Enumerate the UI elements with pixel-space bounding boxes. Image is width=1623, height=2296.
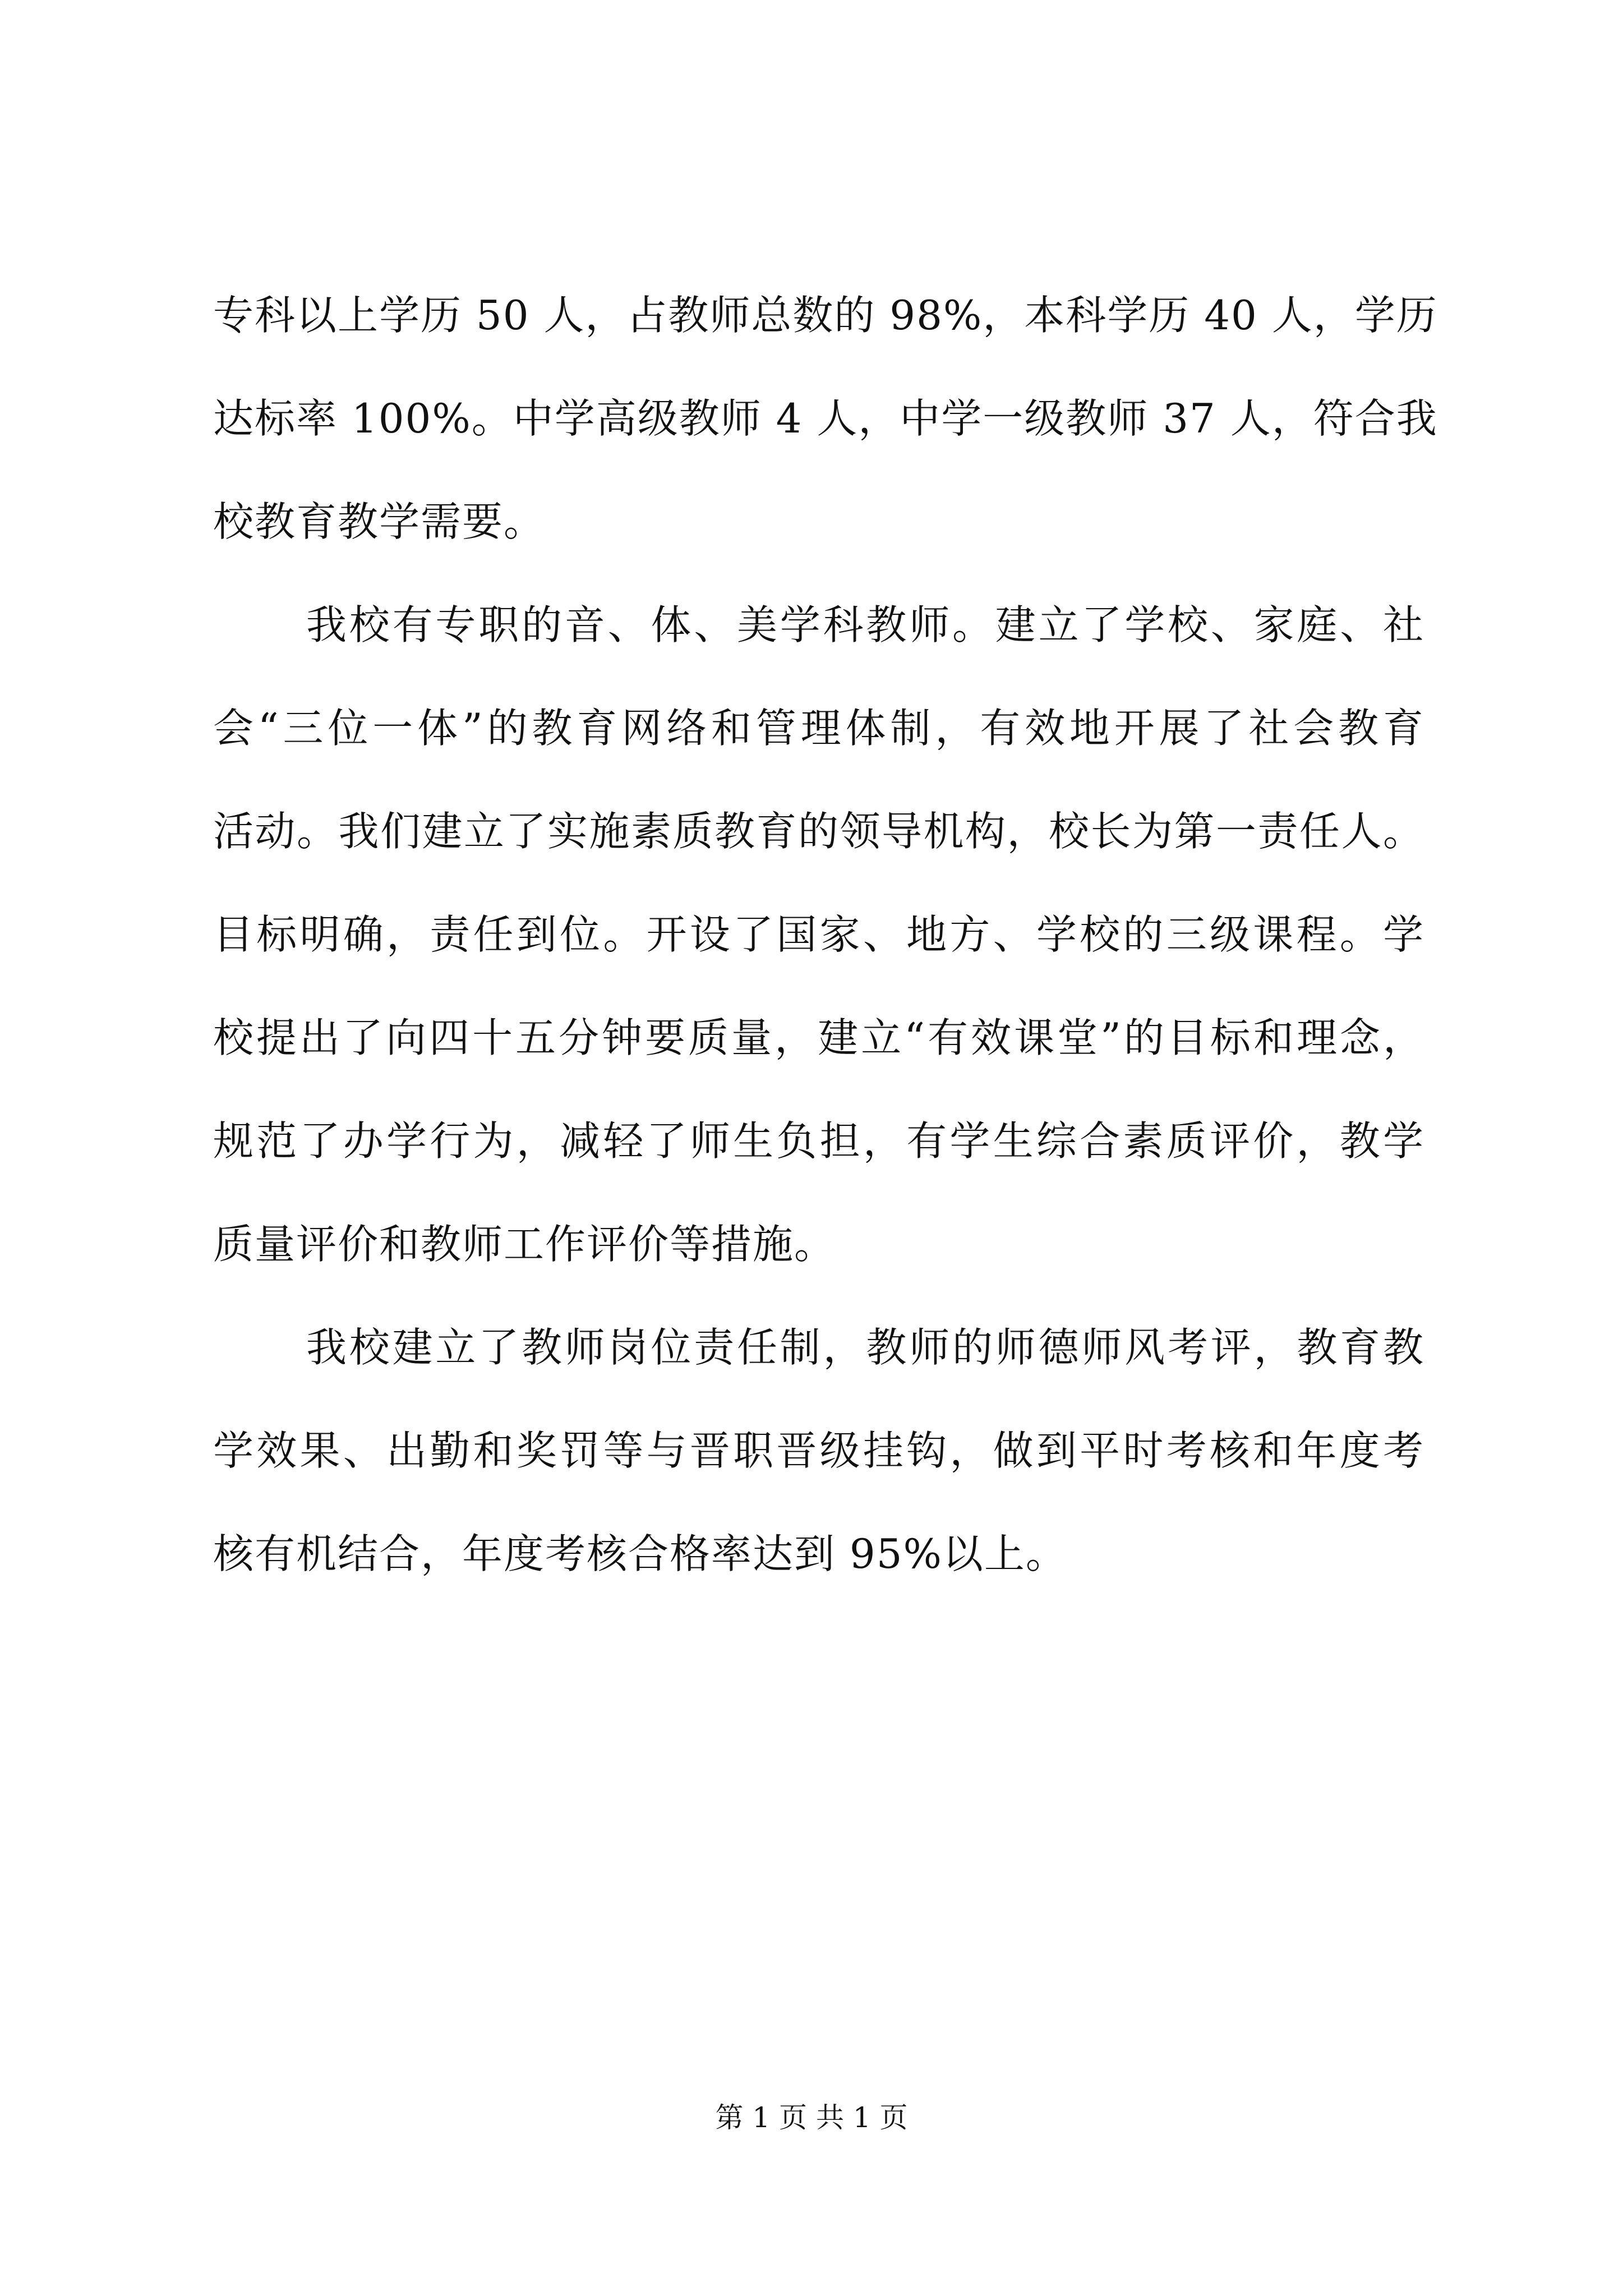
document-body: [213, 264, 1438, 1605]
text-line: 专科以上学历 50 人，占教师总数的 98%，本科学历 40 人，学历: [213, 292, 1438, 339]
text-line: 质量评价和教师工作评价等措施。: [213, 1221, 836, 1268]
text-line: 活动。我们建立了实施素质教育的领导机构，校长为第一责任人。: [213, 808, 1424, 855]
text-line: 核有机结合，年度考核合格率达到 95%以上。: [213, 1530, 1067, 1577]
text-line: 达标率 100%。中学高级教师 4 人，中学一级教师 37 人，符合我: [213, 395, 1438, 442]
text-line: 学效果、出勤和奖罚等与晋职晋级挂钩，做到平时考核和年度考: [213, 1427, 1424, 1474]
page-number-footer: 第 1 页 共 1 页: [715, 2101, 908, 2134]
text-line: 规范了办学行为，减轻了师生负担，有学生综合素质评价，教学: [213, 1117, 1424, 1165]
text-line: 校提出了向四十五分钟要质量，建立“有效课堂”的目标和理念，: [213, 1014, 1424, 1061]
text-line: 目标明确，责任到位。开设了国家、地方、学校的三级课程。学: [213, 911, 1424, 958]
text-line: 我校有专职的音、体、美学科教师。建立了学校、家庭、社: [306, 601, 1424, 648]
text-line: 我校建立了教师岗位责任制，教师的师德师风考评，教育教: [306, 1324, 1424, 1371]
text-line: 校教育教学需要。: [213, 498, 546, 545]
text-line: 会“三位一体”的教育网络和管理体制，有效地开展了社会教育: [213, 705, 1424, 752]
